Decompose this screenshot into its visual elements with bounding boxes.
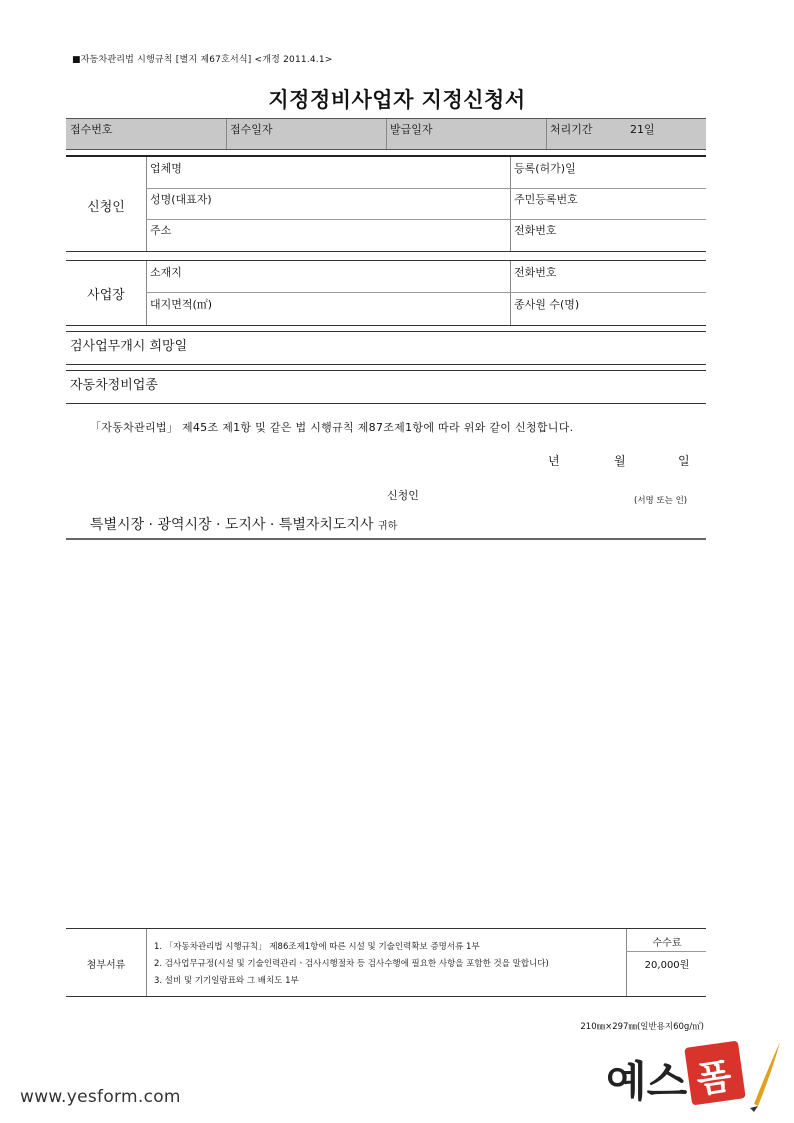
- divider: [626, 951, 706, 952]
- fee-label: 수수료: [652, 938, 682, 949]
- attachment-item: 3. 설비 및 기기일람표와 그 배치도 1부: [154, 976, 299, 986]
- divider: [510, 157, 511, 251]
- registration-date-field[interactable]: 등록(허가)일: [514, 162, 576, 175]
- date-day[interactable]: 일: [678, 454, 690, 468]
- site-url-link[interactable]: www.yesform.com: [20, 1087, 181, 1107]
- divider: [66, 251, 706, 252]
- divider: [66, 260, 706, 261]
- attachment-item: 1. 「자동차관리법 시행규칙」 제86조제1항에 따른 시설 및 기술인력확보 증명서류 1부: [154, 942, 480, 952]
- address-field[interactable]: 주소: [150, 224, 172, 237]
- processing-period-label: 처리기간: [550, 123, 593, 136]
- fee-value: 20,000원: [644, 960, 690, 971]
- site-area-field[interactable]: 대지면적(㎡): [150, 298, 213, 311]
- applicant-sign-label: 신청인: [387, 489, 419, 502]
- divider: [66, 928, 706, 929]
- divider: [626, 929, 627, 996]
- employees-field[interactable]: 종사원 수(명): [514, 298, 580, 311]
- divider: [146, 188, 706, 189]
- divider: [146, 261, 147, 325]
- attachments-label: 첨부서류: [86, 959, 126, 971]
- divider: [510, 261, 511, 325]
- signature-note[interactable]: (서명 또는 인): [634, 496, 688, 506]
- divider: [66, 403, 706, 404]
- paper-size-note: 210㎜×297㎜(일반용지60g/㎡): [580, 1022, 704, 1032]
- applicant-section-label: 신청인: [87, 200, 125, 215]
- inspection-start-field[interactable]: 검사업무개시 희망일: [70, 339, 188, 354]
- divider: [146, 157, 147, 251]
- processing-days-value: 21일: [630, 123, 655, 136]
- date-year[interactable]: 년: [548, 454, 560, 468]
- applicant-phone-field[interactable]: 전화번호: [514, 224, 557, 237]
- feather-pen-icon: [754, 1042, 780, 1106]
- divider: [66, 331, 706, 332]
- representative-name-field[interactable]: 성명(대표자): [150, 193, 212, 206]
- page-title: 지정정비사업자 지정신청서: [268, 88, 526, 112]
- addressee-title: 특별시장 · 광역시장 · 도지사 · 특별자치도지사: [90, 517, 374, 533]
- divider: [66, 155, 706, 157]
- divider: [66, 325, 706, 326]
- receipt-number-label: 접수번호: [70, 123, 113, 136]
- issue-date-label: 발급일자: [390, 123, 433, 136]
- company-name-field[interactable]: 업체명: [150, 162, 182, 175]
- business-site-section-label: 사업장: [87, 288, 125, 303]
- resident-number-field[interactable]: 주민등록번호: [514, 193, 578, 206]
- receipt-bar: [66, 118, 706, 150]
- site-phone-field[interactable]: 전화번호: [514, 266, 557, 279]
- divider: [146, 292, 706, 293]
- application-statement: 「자동차관리법」 제45조 제1항 및 같은 법 시행규칙 제87조제1항에 따라 위와 같이 신청합니다.: [90, 421, 574, 434]
- divider: [66, 538, 706, 540]
- addressee-suffix: 귀하: [377, 521, 398, 532]
- logo-text-ye: 예스: [606, 1057, 688, 1106]
- yesform-logo[interactable]: [604, 1034, 784, 1114]
- form-header-note: ■자동차관리법 시행규칙 [별지 제67호서식] <개정 2011.4.1>: [72, 55, 333, 65]
- divider: [146, 219, 706, 220]
- repair-type-field[interactable]: 자동차정비업종: [70, 378, 158, 393]
- receipt-date-label: 접수일자: [230, 123, 273, 136]
- divider: [146, 929, 147, 996]
- date-month[interactable]: 월: [614, 454, 626, 468]
- addressee: [90, 514, 397, 534]
- site-location-field[interactable]: 소재지: [150, 266, 182, 279]
- divider: [66, 370, 706, 371]
- pen-tip-icon: [750, 1106, 758, 1112]
- divider: [66, 996, 706, 997]
- attachment-item: 2. 검사업무규정(시설 및 기술인력관리ㆍ검사시행절차 등 검사수행에 필요한 사항을 포함한 것을 말합니다): [154, 959, 549, 969]
- logo-text-form: 폼: [694, 1055, 735, 1102]
- divider: [66, 364, 706, 365]
